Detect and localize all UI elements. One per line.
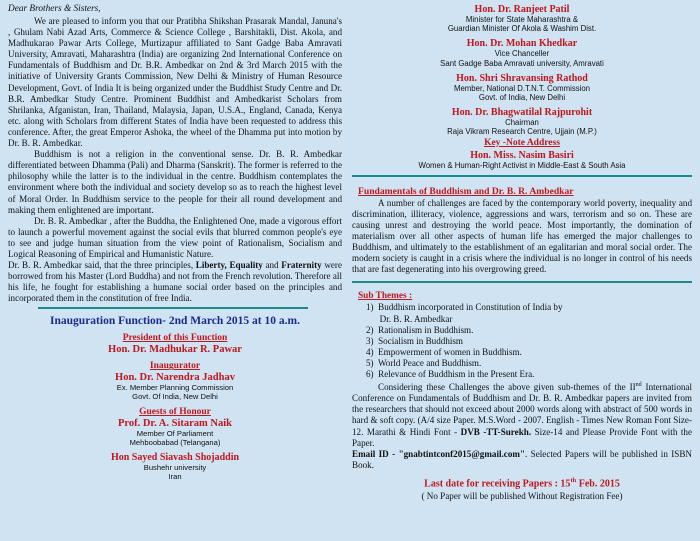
fundamentals-paragraph: A number of challenges are faced by the contemporary world poverty, inequality and discrimination, illiteracy, violence, aggressions and wars, terrorism and so on. These are causing unrest and destroying the world peace. Most importantly, the domination of materialism over all other aspects of human life has emerged the major challenges to Buddhism, and ultimately to the establishment of an egalitarian and moral social order. The modern society is caught in a crisis where the individual is no longer in control of his needs that are fast degenerating into his overgrowing greed.	[352, 197, 692, 275]
registration-note: ( No Paper will be published Without Registration Fee)	[421, 491, 623, 502]
theme-line: 4) Empowerment of women in Buddhism.	[366, 346, 522, 357]
principles-text-c: and	[262, 260, 282, 271]
divider-line-right-2	[352, 281, 692, 283]
guest-2-desc-2: Iran	[168, 472, 182, 482]
theme-line: 5) World Peace and Buddhism.	[366, 357, 482, 368]
dignitary-5-name: Hon. Miss. Nasim Basiri	[470, 149, 574, 161]
left-column	[8, 4, 342, 537]
salutation: Dear Brothers & Sisters,	[8, 4, 101, 14]
inaugurator-name: Hon. Dr. Narendra Jadhav	[115, 372, 235, 384]
dignitary-3-desc-2: Govt. of India, New Delhi	[478, 93, 566, 103]
dignitary-2-desc-2: Sant Gadge Baba Amravati university, Amravati	[440, 58, 604, 68]
guests-label: Guests of Honour	[139, 407, 211, 418]
dignitary-4-name: Hon. Dr. Bhagwatilal Rajpurohit	[451, 107, 593, 119]
email-paragraph	[352, 449, 692, 471]
dignitary-4-desc-1: Chairman	[505, 118, 539, 128]
email-label: Email ID -	[352, 448, 399, 459]
dignitary-1-desc-1: Minister for State Maharashtra &	[465, 15, 579, 24]
principles-text-e: were borrowed from his Master (Lord Buddha) and not from the French revolution. Therefore all his life, he fought for establishing a humane social order based on the principles and incorporated them in the constitution of free India.	[8, 260, 342, 304]
theme-line: Dr. B. R. Ambedkar	[366, 313, 453, 324]
theme-line: 6) Relevance of Buddhism in the Present Era.	[366, 369, 535, 380]
principles-paragraph	[8, 260, 342, 304]
president-label: President of this Function	[122, 333, 228, 344]
principles-text-a: Dr. B. R. Ambedkar said, that the three principles,	[8, 260, 196, 271]
dignitary-1-desc-2: Guardian Minister Of Akola & Washim Dist.	[447, 24, 597, 34]
divider-line	[38, 307, 308, 309]
inaugurator-desc-2: Govt. Of India, New Delhi	[132, 392, 218, 402]
dignitary-5	[352, 150, 692, 170]
last-date-text-b: Feb. 2015	[576, 478, 620, 490]
guest-2-name: Hon Sayed Siavash Shojaddin	[110, 452, 240, 464]
keynote-label: Key -Note Address	[484, 137, 560, 148]
guest-1-name: Prof. Dr. A. Sitaram Naik	[117, 418, 233, 430]
dignitary-5-desc-1: Women & Human-Right Activist in Middle-East & South Asia	[418, 160, 626, 170]
inauguration-heading: Inauguration Function- 2nd March 2015 at 10 a.m.	[50, 315, 300, 328]
dignitary-2	[352, 38, 692, 67]
last-date	[352, 477, 692, 489]
cta-font-name: DVB -TT-Surekh.	[460, 426, 532, 437]
ambedkar-paragraph: Dr. B. R. Ambedkar , after the Buddha, the Enlightened One, made a vigorous effort to launch a powerful movement against the social evils that blurred common people's eye to see and judge human situation from the view point of Rationalism, Socialism and Logical Reasoning of Empirical and Humanistic Nature.	[8, 215, 342, 259]
sub-themes-list	[352, 302, 692, 380]
guest-2-desc-1: Bushehr university	[143, 463, 207, 473]
call-for-papers-paragraph	[352, 380, 692, 449]
liberty-equality: Liberty, Equality	[195, 260, 263, 271]
inaugurator-label: Inaugurator	[149, 361, 201, 372]
dignitary-4-desc-2: Raja Vikram Research Centre, Ujjain (M.P.)	[447, 127, 597, 137]
president-name: Hon. Dr. Madhukar R. Pawar	[108, 344, 242, 356]
dignitary-3-name: Hon. Shri Shravansing Rathod	[456, 72, 588, 84]
right-column	[352, 4, 692, 537]
inaugurator-desc-1: Ex. Member Planning Commission	[116, 383, 234, 393]
fundamentals-heading: Fundamentals of Buddhism and Dr. B. R. Ambedkar	[358, 185, 574, 197]
guest-1-desc-2: Mehboobabad (Telangana)	[129, 438, 221, 448]
dignitary-4	[352, 107, 692, 136]
dignitary-2-desc-1: Vice Chanceller	[494, 49, 550, 59]
theme-line: 3) Socialism in Buddhism	[366, 335, 464, 346]
divider-line-right	[352, 175, 692, 177]
dignitary-1	[352, 4, 692, 33]
cta-text-b: International Conference on Fundamentals of Buddhism and Dr. B. R. Ambedkar papers are invited from the researchers that should not exceed about 2000 words along with abstract of 500 words in hard & soft copy. (A/4 size Paper. M.S.Word - 2007. English - Times New Roman Font Size-12. Marathi & Hindi Font -	[352, 382, 692, 437]
theme-line: 1) Buddhism incorporated in Constitution of India by	[366, 302, 563, 313]
intro-paragraph: We are pleased to inform you that our Pratibha Shikshan Prasarak Mandal, Januna's , Ghulam Nabi Azad Arts, Commerce & Science College , Barshitakli, Dist. Akola, and Madhukarao Pawar Arts College, Murtizapur affiliated to Sant Gadge Baba Amravati University, Amravati, Maharashtra (India) are organizing 2nd International Conference on Fundamentals of Buddhism and Dr. B.R. Ambedkar on 2nd & 3rd March 2015 with the initiative of University Grants Commission, New Delhi & Ministry of Human Resource Development, Govt. of India It is being organized under the Buddhist Study Centre and Dr. B.R. Ambedkar Study Centre. Prominent Buddhist and Ambedkarist Scholars from Shrilanka, Afganistan, Iran, Thailand, Malaysia, Japan, U.S.A., England, Canada, Kenya etc. along with Scholars from different States of India have been requested to address this conference. After, the great Emperor Ashoka, the wheel of the Dhamma put into motion by Dr. B. R. Ambedkar.	[8, 16, 342, 149]
email-link[interactable]: "gnabtintconf2015@gmail.com"	[398, 448, 525, 459]
dignitary-1-name: Hon. Dr. Ranjeet Patil	[474, 4, 570, 15]
cta-text-c: Size-14 and Please Provide Font with the Paper.	[352, 426, 692, 448]
cta-text-a: Considering these Challenges the above given sub-themes of the II	[378, 382, 636, 393]
sub-themes-heading: Sub Themes :	[358, 291, 413, 302]
fraternity: Fraternity	[281, 260, 322, 271]
email-tail: . Selected Papers will be published in ISBN Book.	[352, 448, 692, 470]
dignitary-3	[352, 73, 692, 102]
theme-line: 2) Rationalism in Buddhism.	[366, 324, 474, 335]
buddhism-paragraph: Buddhism is not a religion in the conventional sense. Dr. B. R. Ambedkar differentiated between Dhamma (Pali) and Dharma (Sanskrit). The former is referred to the philosophy while the latter is to the individual in the centre. Buddhism contemplates the environment where both the individual and society develop so as to reach the highest level of Moral Order. In Buddhism service to the people for their all round development and making them enlightened are important.	[8, 149, 342, 215]
cta-sup: nd	[635, 382, 642, 389]
dignitary-3-desc-1: Member, National D.T.N.T. Commission	[453, 83, 591, 93]
dignitary-2-name: Hon. Dr. Mohan Khedkar	[466, 38, 578, 50]
guest-1-desc-1: Member Of Parliament	[136, 429, 214, 439]
last-date-sup: th	[570, 476, 577, 484]
last-date-text-a: Last date for receiving Papers : 15	[424, 478, 571, 490]
